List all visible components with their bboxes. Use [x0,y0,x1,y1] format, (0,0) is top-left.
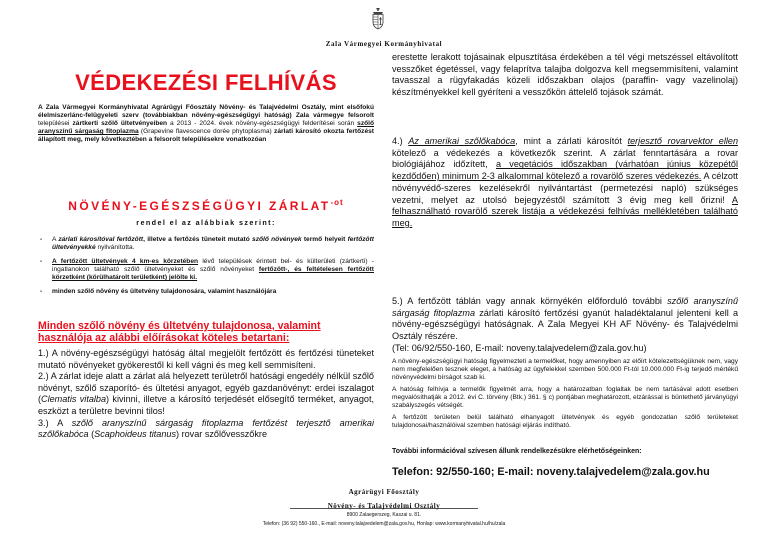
rule-text: minden szőlő növény és ültetvény tulajdonosára, valamint használójára [52,288,277,295]
quarantine-subtitle: rendel el az alábbiak szerint: [136,218,276,227]
footer-contacts: Telefon: (36 92) 550-160., E-mail: noveny.talajvedelem@zala.gov.hu, Honlap: www.kormanyhivatal.hu/hu/zala [262,521,506,527]
item-text: Clematis vitalba [41,394,107,405]
rule-text: zárlati károsítóval fertőzött [58,236,144,243]
rules-list [38,236,374,302]
legal-notices [392,358,738,434]
item-text: ) rovar szőlővesszőkre [176,429,267,440]
list-item: - A zárlati károsítóval fertőzött, illetve a fertőzés tüneteit mutató szőlő növények termő helyeit fertőzött ültetvényekké nyilvánította. [40,236,374,251]
org-title: Zala Vármegyei Kormányhivatal [325,40,443,48]
p4-text: A felhasználható rovarölő szerek listája a védekezési felhívás mellékletében található meg. [392,194,738,228]
list-item [38,371,374,417]
footer-department: Agrárügyi Főosztály [348,488,420,496]
list-item: - A fertőzött ültetvények 4 km-es körzetében lévő települések érintett bel- és külterületi (zártkerti) - ingatlanokon található szőlő ültetvényeket és szőlő növényeket fertőzött-, és feltételesen fertőzött körzetként (körülhatárolt területként) jelölte ki. [40,258,374,281]
intro-paragraph [38,104,374,144]
rule-text: , illetve a fertőzés tüneteit mutató [143,236,253,243]
rule-text: fertőzött ültetvényekké [52,236,374,251]
item-text: 2.) A zárlat ideje alatt a zárlat alá helyezett területről hatósági engedély nélkül szőlő növényt, szőlő szaporító- és ültetési anyagot, egyéb gazdanövényt: erdei iszalagot ( [38,371,374,405]
p4-text: a vegetációs időszakban (várhatóan június közepétől kezdődően) minimum 2-3 alkalommal kötelező a rovarölő szeres védekezés. [392,159,738,182]
contact-intro: További információval szívesen állunk rendelkezésükre elérhetőségeinken: [392,448,642,455]
paragraph-4 [392,136,738,230]
intro-text: települései [38,120,73,128]
rule-text: A [52,236,59,243]
intro-text: zárlati károsító okozta fertőzést [274,128,374,136]
contact-line: Telefon: 92/550-160; E-mail: noveny.talajvedelem@zala.gov.hu [392,466,710,478]
obligations-list [38,348,374,441]
notice-criminal: A hatóság felhívja a termelők figyelmét arra, hogy a határozatban foglaltak be nem tartásával adott esetben megvalósíthatják a 2012. évi C. törvény (Btk.) 361. § c) pontjában meghatározott, elzárással is büntethető járványügyi szabályszegés vétségét. [392,386,738,409]
p4-text: 4.) [392,136,409,146]
p4-text: kötelező a védekezés a következők szerint. A zárlat fenntartására a rovar biológiájához időzített, [392,147,738,170]
intro-text: állapított meg, mely következtében a felsorolt településekre vonatkozóan [38,136,267,144]
list-item [38,418,374,441]
rule-text: lévő települések érintett bel- és külterületi (zártkerti) - ingatlanokon található szőlő ültetvényeket és szőlő növényeket [52,258,374,273]
notice-fine: A növény-egészségügyi hatóság figyelmezteti a termelőket, hogy amennyiben az előírt kötelezettségüknek nem, vagy nem megfelelően tesznek eleget, a hatóság az ügyfelekkel szemben 500.000 Ft-tól 10.000.000 Ft-ig terjedő mértékű növényvédelmi bírságot szab ki. [392,358,738,381]
left-column [38,52,374,482]
quarantine-suffix: -ot [330,198,344,207]
p5-text: zárlati károsító fertőzési gyanút haladéktalanul jelenteni kell a növény-egészségügyi hatóságnak. A Zala Megyei KH AF Növény- és Talajvédelmi Osztály részére. [392,307,738,342]
notice-procedure: A fertőzött területen belül található elhanyagolt ültetvények és egyéb gondozatlan szőlő területeket tulajdonosai/használóival szemben hatósági eljárás indítható. [392,414,738,429]
document-footer [0,488,768,527]
hungarian-coat-of-arms-icon [370,8,386,30]
rule-text: fertőzött-, és feltételesen fertőzött körzetként (körülhatárolt területként) jelölte ki. [52,266,374,281]
right-column [392,52,738,482]
p5-contact: (Tel: 06/92/550-160, E-mail: noveny.talajvedelem@zala.gov.hu) [392,342,647,353]
item-text: 3.) A [38,417,72,428]
quarantine-heading [38,198,374,213]
paragraph-5 [392,296,738,355]
footer-address: 8900 Zalaegerszeg, Kaszai u. 81. [346,512,422,518]
item-text: ( [88,429,95,440]
intro-text: szőlő aranyszínű sárgaság fitoplazma [38,120,374,136]
item-text: Scaphoideus titanus [94,429,177,440]
item-text: ) kivinni, illetve a károsító terjedését elősegítő terméket, anyagot, eszközt a területre bevinni tilos! [38,394,374,416]
p5-text: 5.) A fertőzött táblán vagy annak környékén előforduló további [392,296,668,306]
item-text: szőlő aranyszínű sárgaság fitoplazma fertőzést terjesztő amerikai szőlőkabóca [38,417,374,440]
p4-text: , mint a zárlati károsítót [515,136,628,146]
quarantine-text: NÖVÉNY-EGÉSZSÉGÜGYI ZÁRLAT [68,199,331,213]
p5-text: szőlő aranyszínű sárgaság fitoplazma [392,296,738,318]
intro-text: (Grapevine flavescence dorée phytoplasma) [138,128,275,136]
intro-text: a 2013 - 2024. évek növény-egészségügyi felderítései során [167,120,358,128]
document-header [0,0,768,48]
page-title: VÉDEKEZÉSI FELHÍVÁS [75,70,337,95]
intro-text: zártkerti szőlő ültetvényeiben [72,120,168,128]
p4-text: A célzott növényvédő-szeres kezelésekről nyilvántartást (permetezési napló) szükséges vezetni, melyet az utolsó bejegyzéstől számított 3 évig meg kell őrizni! [392,171,738,205]
intro-text: A Zala Vármegyei Kormányhivatal Agrárügyi Főosztály Növény- és Talajvédelmi Osztály, mint elsőfokú élelmiszerlánc-felügyeleti szerv (továbbiakban növény-egészségügyi hatóság) [38,104,374,120]
list-item: 1.) A növény-egészségügyi hatóság által megjelölt fertőzött és fertőzési tüneteket mutató növényeket gyökerestől ki kell vágni és meg kell semmisíteni. [38,348,374,370]
rule-text: termő helyeit [301,236,348,243]
intro-text: Zala vármegye felsorolt [295,112,374,120]
list-item: - minden szőlő növény és ültetvény tulajdonosára, valamint használójára [40,288,277,295]
rule-text: szőlő növények [252,236,302,243]
p4-text: Az amerikai szőlőkabóca [408,136,516,146]
continued-paragraph: erestette lerakott tojásainak elpusztítása érdekében a tél végi metszéssel eltávolított vesszőket égetéssel, vagy felaprítva talajba dolgozva kell megsemmisíteni, valamint tavasszal a rügyfakadás közeli időszakban olajos (paraffin- vagy vazelinolaj) készítményekkel kell gyéríteni a vesszőkön áttelelő tojások számát. [392,52,738,98]
rule-text: nyilvánította. [95,244,135,251]
footer-division: Növény- és Talajvédelmi Osztály [327,502,441,510]
owners-heading: Minden szőlő növény és ültetvény tulajdonosa, valamint használója az alábbi előírásokat köteles betartani: [38,320,321,344]
p4-text: terjesztő rovarvektor ellen [627,136,738,146]
rule-text: A fertőzött ültetvények 4 km-es körzetében [52,258,199,265]
